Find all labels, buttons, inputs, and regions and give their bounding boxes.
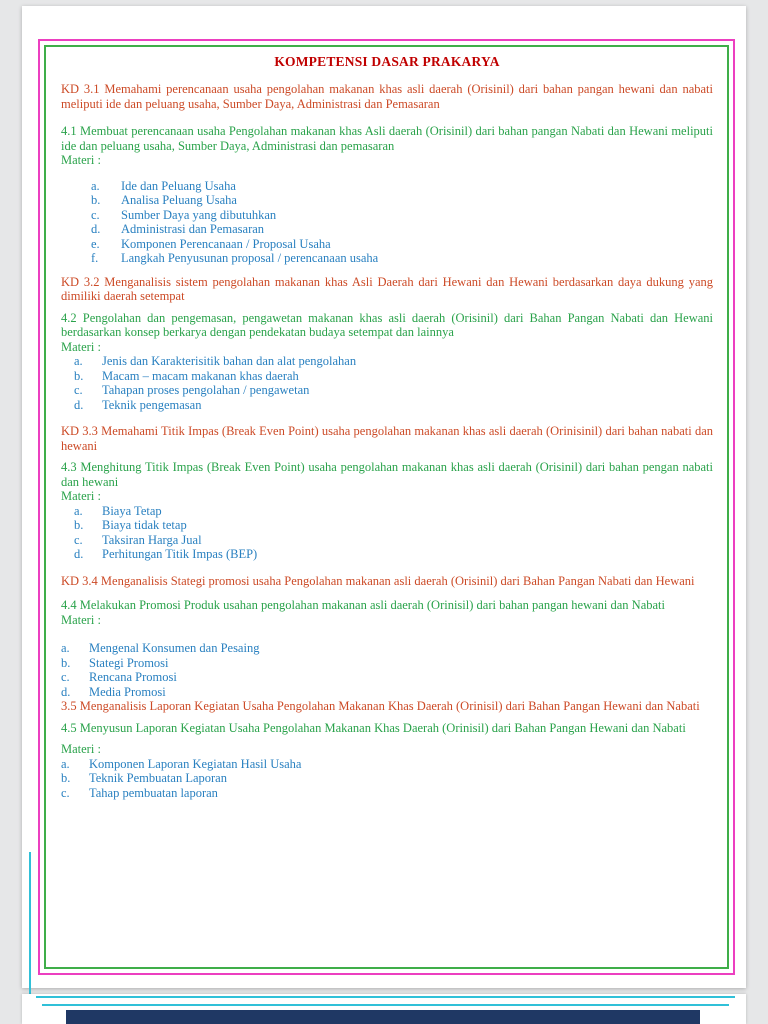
list-item-text: Rencana Promosi [89,670,177,684]
list-item-letter: d. [74,547,84,561]
list-item-letter: b. [91,193,101,207]
list-item-letter: a. [91,178,100,193]
list-item-letter: c. [91,207,100,222]
list-item-text: Stategi Promosi [89,655,169,670]
kd-section-3 [61,424,713,562]
list-item [91,222,713,237]
list-item-letter: b. [61,771,71,785]
list-item [74,383,713,398]
kd-paragraph: KD 3.4 Menganalisis Stategi promosi usaha Pengolahan makanan asli daerah (Orisinil) dari Bahan Pangan Nabati dan Hewani [61,573,695,588]
skill-paragraph: 4.4 Melakukan Promosi Produk usahan pengolahan makanan asli daerah (Orinisil) dari bahan pangan hewani dan Nabati [61,598,665,612]
list-item-text: Macam – macam makanan khas daerah [102,368,299,383]
materi-label: Materi : [61,339,101,354]
list-item [91,237,713,252]
list-item-letter: d. [61,684,71,699]
document-page [22,6,746,988]
list-item [74,369,713,384]
list-item-text: Perhitungan Titik Impas (BEP) [102,547,258,561]
list-item-text: Media Promosi [89,684,166,699]
next-page-navy-bar [66,1010,700,1024]
list-item-text: Jenis dan Karakterisitik bahan dan alat pengolahan [102,354,357,368]
list-item-text: Sumber Daya yang dibutuhkan [121,207,277,222]
list-item-letter: a. [61,641,70,655]
list-item-text: Tahapan proses pengolahan / pengawetan [102,383,310,397]
list-item-text: Biaya Tetap [102,503,162,518]
page-frame-inner [44,45,729,969]
list-item-text: Biaya tidak tetap [102,518,187,532]
skill-paragraph: 4.5 Menyusun Laporan Kegiatan Usaha Pengolahan Makanan Khas Daerah (Orinisil) dari Bahan Pangan Hewani dan Nabati [61,720,686,735]
list-item [61,641,713,656]
kd-paragraph: 3.5 Menganalisis Laporan Kegiatan Usaha Pengolahan Makanan Khas Daerah (Orinisil) dari Bahan Pangan Hewani dan Nabati [61,699,700,713]
kd-section-1 [61,82,713,266]
kd-section-2 [61,275,713,413]
list-item [91,251,713,266]
list-item [61,656,713,671]
list-item-text: Taksiran Harga Jual [102,532,202,547]
list-item [91,208,713,223]
list-item-text: Ide dan Peluang Usaha [121,178,236,193]
list-item-letter: b. [61,655,71,670]
list-item [61,670,713,685]
list-item-letter: c. [61,670,70,684]
skill-paragraph: 4.1 Membuat perencanaan usaha Pengolahan makanan khas Asli daerah (Orisinil) dari bahan pangan Nabati dan Hewani meliputi ide dan peluang usaha, Sumber Daya, Administrasi dan pemasaran [61,124,713,153]
list-item-letter: a. [74,354,83,368]
list-item-text: Komponen Perencanaan / Proposal Usaha [121,236,331,251]
next-page-frame-line-inner [42,1004,729,1006]
list-item-letter: d. [74,397,84,412]
skill-paragraph: 4.2 Pengolahan dan pengemasan, pengawetan makanan khas asli daerah (Orisinil) dari Bahan Pangan Nabati dan Hewani berdasarkan konsep berkarya dengan pendekatan budaya setempat dan lainnya [61,310,713,339]
materi-list [61,179,713,266]
list-item-text: Teknik pengemasan [102,397,202,412]
kd-paragraph: KD 3.2 Menganalisis sistem pengolahan makanan khas Asli Daerah dari Hewani dan Hewani berdasarkan daya dukung yang dimiliki daerah setempat [61,274,713,303]
list-item [91,179,713,194]
materi-list [61,504,713,562]
list-item-letter: b. [74,518,84,532]
next-page-frame-line-outer [36,996,735,998]
list-item-text: Administrasi dan Pemasaran [121,222,265,236]
list-item [74,533,713,548]
list-item-letter: a. [74,503,83,518]
list-item [91,193,713,208]
list-item-text: Mengenal Konsumen dan Pesaing [89,641,260,655]
materi-label: Materi : [61,153,101,167]
materi-list [61,641,713,699]
kd-section-5 [61,699,713,800]
list-item-letter: d. [91,222,101,236]
list-item [74,547,713,562]
list-item [74,354,713,369]
materi-label: Materi : [61,489,101,503]
kd-section-4 [61,574,713,700]
list-item-letter: f. [91,251,99,265]
list-item-text: Langkah Penyusunan proposal / perencanaan usaha [121,251,379,265]
kd-paragraph: KD 3.3 Memahami Titik Impas (Break Even Point) usaha pengolahan makanan khas asli daerah (Orinisinil) dari bahan nabati dan hewani [61,424,713,453]
list-item [61,786,713,801]
document-title: KOMPETENSI DASAR PRAKARYA [274,54,500,69]
list-item-letter: c. [74,383,83,397]
list-item-letter: e. [91,236,100,251]
materi-label: Materi : [61,612,101,627]
list-item [61,771,713,786]
materi-list [61,354,713,412]
list-item [74,518,713,533]
materi-label: Materi : [61,742,101,756]
list-item-text: Analisa Peluang Usaha [121,193,237,207]
list-item-letter: c. [74,532,83,547]
materi-list [61,757,713,801]
list-item [61,685,713,700]
next-page-fragment [22,994,746,1024]
kd-paragraph: KD 3.1 Memahami perencanaan usaha pengolahan makanan khas asli daerah (Orisinil) dari bahan pangan hewani dan nabati meliputi ide dan peluang usaha, Sumber Daya, Administrasi dan Pemasaran [61,82,713,111]
list-item [61,757,713,772]
list-item-letter: c. [61,785,70,800]
page-frame-outer [38,39,735,975]
list-item-text: Tahap pembuatan laporan [89,785,218,800]
list-item-letter: a. [61,756,70,771]
skill-paragraph: 4.3 Menghitung Titik Impas (Break Even Point) usaha pengolahan makanan khas asli daerah (Orisinil) dari bahan pengan nabati dan hewani [61,460,713,489]
list-item-text: Komponen Laporan Kegiatan Hasil Usaha [89,756,302,771]
list-item-letter: b. [74,368,84,383]
list-item [74,398,713,413]
list-item-text: Teknik Pembuatan Laporan [89,771,227,785]
list-item [74,504,713,519]
